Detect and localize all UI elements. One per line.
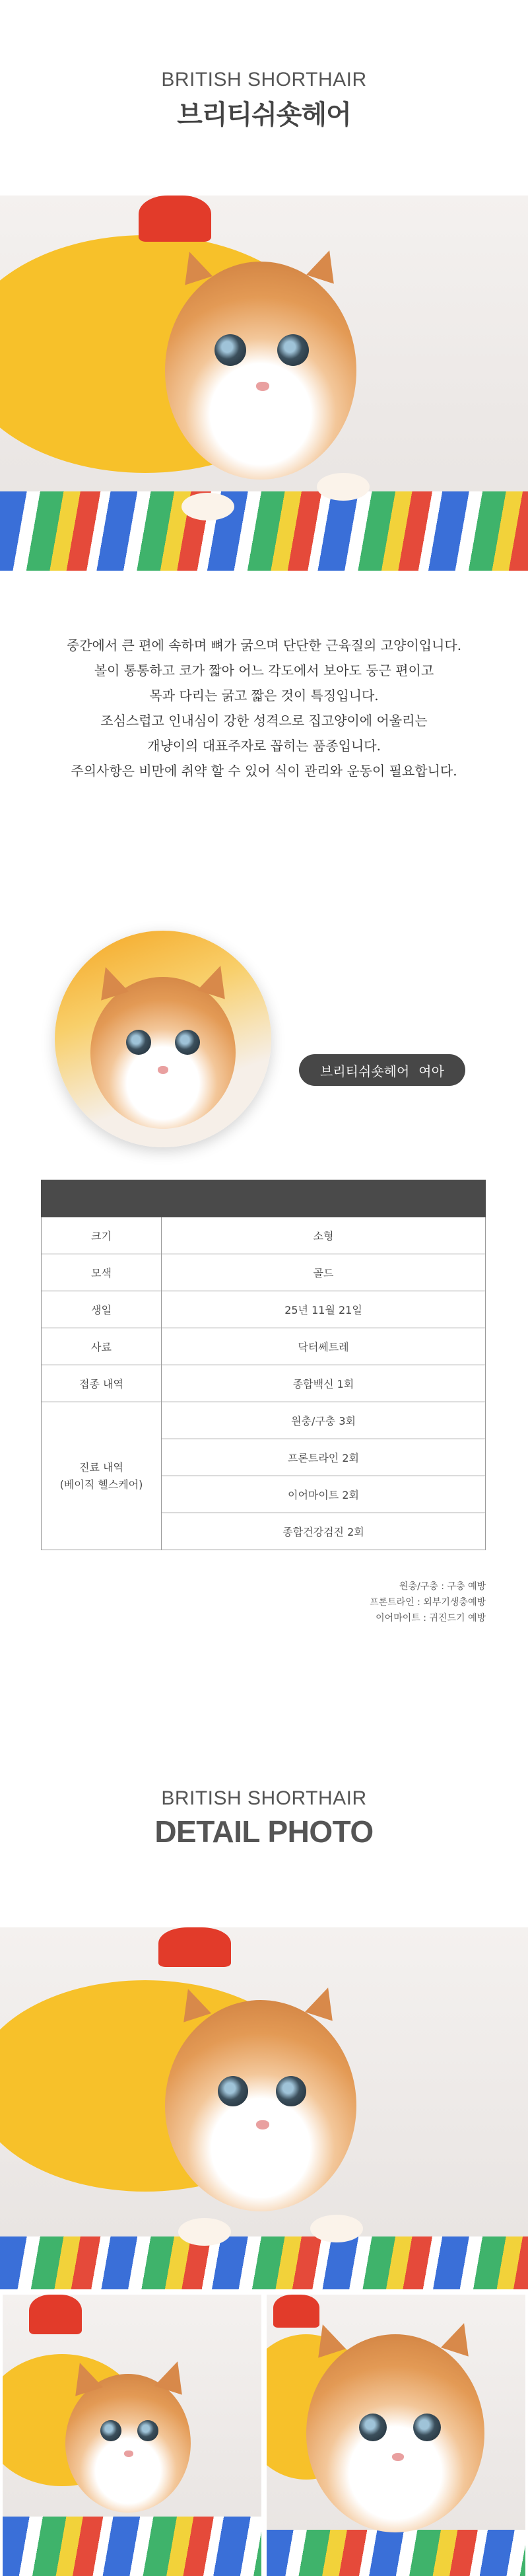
row-value: 소형 [162, 1217, 486, 1254]
breed-header [0, 69, 528, 131]
row-value: 골드 [162, 1254, 486, 1291]
info-table [41, 1180, 486, 1550]
care-value: 프론트라인 2회 [162, 1439, 486, 1476]
row-label: 사료 [42, 1328, 162, 1365]
table-row [42, 1217, 486, 1254]
breed-title-ko: 브리티쉬숏헤어 [177, 100, 351, 130]
detail-header [0, 1787, 528, 1849]
row-value: 종합백신 1회 [162, 1365, 486, 1402]
description-line: 개냥이의 대표주자로 꼽히는 품종입니다. [147, 738, 381, 754]
row-value: 25년 11월 21일 [162, 1291, 486, 1328]
table-row [42, 1291, 486, 1328]
main-cat-photo [0, 196, 528, 571]
note-line: 프론트라인 : 외부기생충예방 [370, 1597, 486, 1608]
table-row [42, 1402, 486, 1439]
profile-photo [55, 931, 271, 1147]
row-label: 생일 [42, 1291, 162, 1328]
description-line: 볼이 통통하고 코가 짧아 어느 각도에서 보아도 둥근 편이고 [94, 662, 434, 678]
profile-sex: 여아 [418, 1063, 444, 1079]
table-header-cell [162, 1180, 486, 1217]
care-value: 원충/구충 3회 [162, 1402, 486, 1439]
detail-photo-large [0, 1927, 528, 2289]
care-label-line: 진료 내역 [79, 1460, 123, 1474]
row-label: 모색 [42, 1254, 162, 1291]
row-value: 닥터쎄트레 [162, 1328, 486, 1365]
row-label: 크기 [42, 1217, 162, 1254]
profile-name: 브리티쉬숏헤어 [320, 1063, 410, 1079]
detail-title-en: BRITISH SHORTHAIR [161, 1787, 367, 1809]
care-label [42, 1402, 162, 1550]
description-line: 목과 다리는 굵고 짧은 것이 특징입니다. [149, 688, 379, 703]
detail-photo-right [267, 2295, 525, 2576]
description-line: 조심스럽고 인내심이 강한 성격으로 집고양이에 어울리는 [100, 713, 428, 729]
care-label-line: (베이직 헬스케어) [59, 1478, 143, 1491]
breed-description [0, 633, 528, 783]
care-value: 종합건강검진 2회 [162, 1513, 486, 1550]
detail-photo-left [3, 2295, 261, 2576]
row-label: 접종 내역 [42, 1365, 162, 1402]
table-row [42, 1254, 486, 1291]
table-row [42, 1365, 486, 1402]
table-header-cell [42, 1180, 162, 1217]
description-line: 주의사항은 비만에 취약 할 수 있어 식이 관리와 운동이 필요합니다. [71, 763, 457, 779]
table-header-row [42, 1180, 486, 1217]
care-notes [370, 1579, 486, 1626]
breed-title-en: BRITISH SHORTHAIR [161, 69, 367, 90]
note-line: 이어마이트 : 귀진드기 예방 [376, 1613, 486, 1624]
note-line: 원충/구충 : 구충 예방 [399, 1581, 486, 1592]
description-line: 중간에서 큰 편에 속하며 뼈가 굵으며 단단한 근육질의 고양이입니다. [66, 637, 462, 653]
detail-title: DETAIL PHOTO [154, 1814, 374, 1849]
care-value: 이어마이트 2회 [162, 1476, 486, 1513]
table-row [42, 1328, 486, 1365]
profile-name-badge [299, 1054, 465, 1086]
